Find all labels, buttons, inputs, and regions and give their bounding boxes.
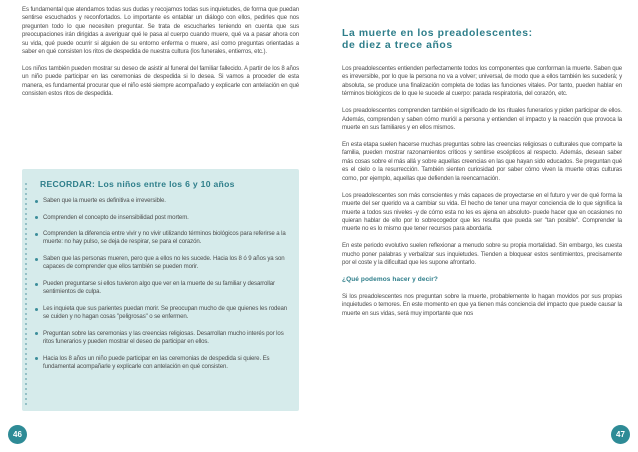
border-dot [25, 233, 27, 235]
border-dot [25, 303, 27, 305]
border-dot [25, 298, 27, 300]
right-paragraph-2: Los preadolescentes comprenden también el significado de los rituales funerarios y piden participar de ellos. Además, comprenden y saben cómo muriól a persona y entienden el impacto y la reacción que provoca la muerte en sus familiares y en ellos mismos. [342, 107, 622, 132]
list-item: Les inquieta que sus parientes puedan morir. Se preocupan mucho de que quienes les rodean se cuiden y no hagan cosas "peligrosas" o se enfermen. [35, 305, 293, 322]
border-dot [25, 353, 27, 355]
remember-list [35, 197, 293, 379]
border-dot [25, 223, 27, 225]
border-dot [25, 268, 27, 270]
left-paragraph-1: Es fundamental que atendamos todas sus dudas y recojamos todas sus inquietudes, de forma que puedan sentirse escuchados y reconfortados. Lo importante es entablar un diálogo con ellos, pedirles que nos pregunten todo lo que necesiten preguntar. Se trata de escucharles teniendo en cuenta que sus preocupaciones irán dirigidas a averiguar qué le pasa al cuerpo cuando muere, qué va a pasar ahora con su vida, qué puede ocurrir si alguien de su entorno enferma o muere, así como preguntas orientadas a saber en qué consisten los ritos de despedida de nuestra cultura (los funerales, entierros, etc.). [22, 6, 299, 56]
border-dot [25, 358, 27, 360]
border-dot [25, 283, 27, 285]
section-title-line-2: de diez a trece años [342, 40, 453, 51]
right-paragraph-5: En este periodo evolutivo suelen reflexionar a menudo sobre su propia mortalidad. Sin embargo, les cuesta mucho poner palabras y verbalizar sus inquietudes. Tienden a bloquear estos sentimientos, precisamente por el coste y la dificultad que les supone afrontarlo. [342, 242, 622, 267]
subheading: ¿Qué podemos hacer y decir? [342, 276, 438, 284]
left-paragraph-2: Los niños también pueden mostrar su deseo de asistir al funeral del familiar fallecido. A partir de los 8 años un niño puede participar en las ceremonias de despedida si lo desea. Si vamos a proceder de esta manera, es fundamental procurar que el niño esté siempre acompañado y explicarle con antelación en qué consisten estos ritos de despedida. [22, 64, 299, 98]
border-dot [25, 228, 27, 230]
left-intro-text [22, 6, 299, 107]
border-dot [25, 368, 27, 370]
border-dot [25, 258, 27, 260]
right-paragraph-4: Los preadolescentes son más conscientes y más capaces de proyectarse en el futuro y ver de qué forma la muerte del ser querido va a cambiar su vida. El hecho de tener una mayor conciencia de lo que significa la muerte a todos sus niveles -y de cómo esta no les es ajena en absoluto- puede hacer que en ocasiones no quieran hablar de ello por lo sobrecogedor que les resulta que pueda ser "tan posible". Comprender la muerte no es lo mismo que tener recursos para abordarla. [342, 191, 622, 233]
border-dot [25, 383, 27, 385]
border-dot [25, 288, 27, 290]
border-dot [25, 338, 27, 340]
right-body-text [342, 65, 622, 318]
border-dot [25, 238, 27, 240]
list-item: Comprenden la diferencia entre vivir y no vivir utilizando términos biológicos para referirse a la muerte: no hay pulso, se deja de respirar, se para el corazón. [35, 230, 293, 247]
right-page [319, 0, 638, 452]
right-paragraph-final: Si los preadolescentes nos preguntan sobre la muerte, probablemente lo hagan movidos por sus propias inquietudes o temores. En este momento en que ya tienen más conciencia del impacto que puede causar la muerte en sus vidas, será muy importante que nos [342, 292, 622, 317]
right-paragraph-1: Los preadolescentes entienden perfectamente todos los componentes que conforman la muerte. Saben que es irreversible, por lo que la persona no va a volver; universal, de modo que a ellos también les sucederá; y absoluta, se produce una finalización completa de todas las funciones vitales. Por tanto, pueden hablar en términos biológicos de lo que le sucede al cuerpo: parada respiratoria, del corazón, etc. [342, 65, 623, 98]
page-number-left: 46 [8, 425, 27, 444]
border-dot [25, 373, 27, 375]
border-dot [25, 218, 27, 220]
border-dot [25, 188, 27, 190]
border-dot [25, 323, 27, 325]
border-dot [25, 213, 27, 215]
border-dot [25, 343, 27, 345]
border-dot [25, 308, 27, 310]
dotted-border-decoration [25, 183, 28, 408]
border-dot [25, 398, 27, 400]
border-dot [25, 208, 27, 210]
border-dot [25, 363, 27, 365]
border-dot [25, 203, 27, 205]
list-item: Comprenden el concepto de insensibilidad post mortem. [35, 214, 293, 222]
border-dot [25, 278, 27, 280]
border-dot [25, 293, 27, 295]
remember-box-title: RECORDAR: Los niños entre los 6 y 10 años [40, 179, 235, 189]
page-number-right: 47 [611, 425, 630, 444]
right-paragraph-3: En esta etapa suelen hacerse muchas preguntas sobre las creencias religiosas o culturales que comparte la familia, pueden mostrar razonamientos críticos y sentirse escépticos al respecto. Además, desean saber más cosas sobre el más allá y sobre aquellas creencias en las que hayan sido educados. Se preguntan qué es el cielo o la resurrección. También sienten curiosidad por saber cómo viven la muerte otras culturas como, por ejemplo, aquellas que defienden la reencarnación. [342, 140, 622, 182]
section-title [342, 28, 533, 52]
list-item: Saben que las personas mueren, pero que a ellos no les sucede. Hacia los 8 ó 9 años ya son capaces de comprender que ellos también se pueden morir. [35, 255, 293, 272]
section-title-line-1: La muerte en los preadolescentes: [342, 28, 533, 39]
border-dot [25, 313, 27, 315]
list-item: Saben que la muerte es definitiva e irreversible. [35, 197, 293, 205]
list-item: Hacia los 8 años un niño puede participar en las ceremonias de despedida si quiere. Es fundamental acompañarle y explicarle con antelación en qué consisten. [35, 355, 293, 372]
border-dot [25, 273, 27, 275]
border-dot [25, 253, 27, 255]
list-item: Preguntan sobre las ceremonias y las creencias religiosas. Desarrollan mucho interés por los ritos funerarios y pueden mostrar el deseo de participar en ellos. [35, 330, 293, 347]
border-dot [25, 318, 27, 320]
border-dot [25, 393, 27, 395]
border-dot [25, 328, 27, 330]
border-dot [25, 348, 27, 350]
border-dot [25, 388, 27, 390]
border-dot [25, 183, 27, 185]
border-dot [25, 193, 27, 195]
border-dot [25, 198, 27, 200]
border-dot [25, 248, 27, 250]
border-dot [25, 403, 27, 405]
remember-box [22, 169, 299, 411]
border-dot [25, 378, 27, 380]
border-dot [25, 243, 27, 245]
border-dot [25, 333, 27, 335]
list-item: Pueden preguntarse si ellos tuvieron algo que ver en la muerte de su familiar y desarrollar sentimientos de culpa. [35, 280, 293, 297]
border-dot [25, 263, 27, 265]
